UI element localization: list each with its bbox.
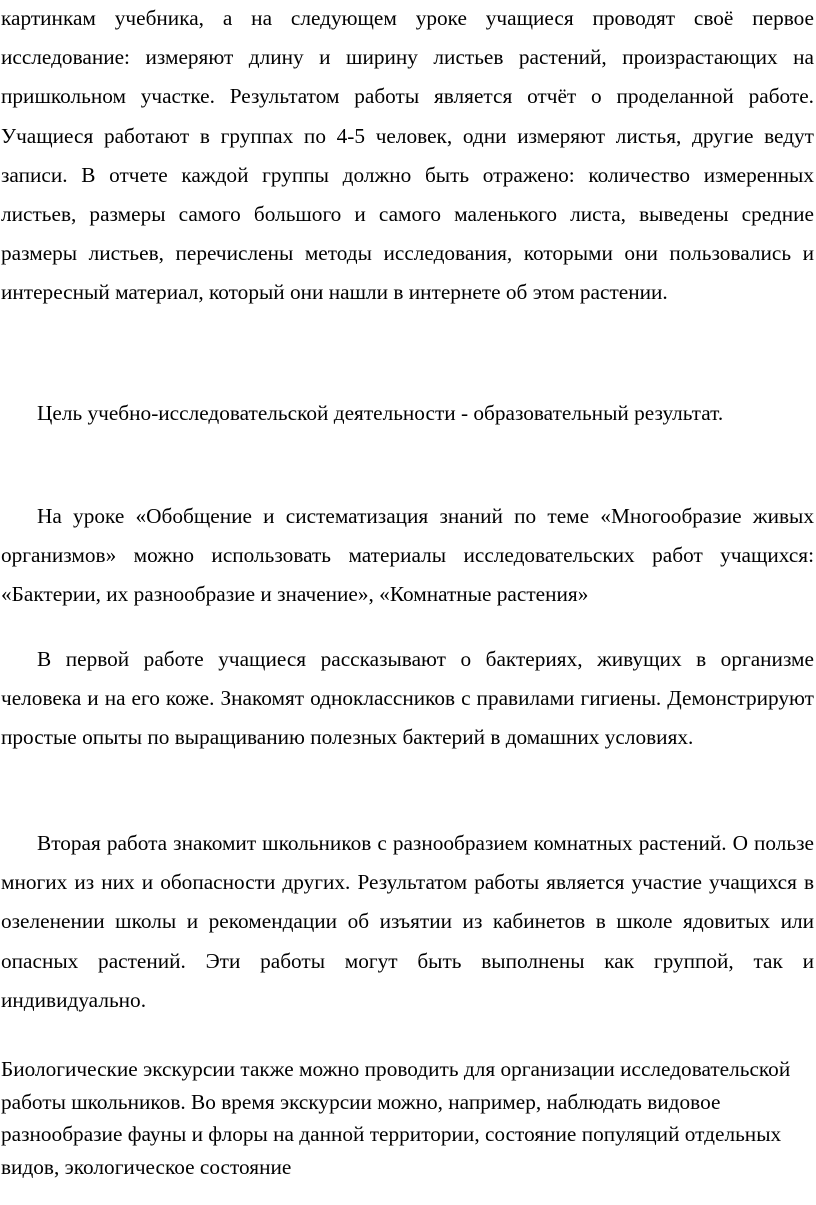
paragraph-houseplants-work: Вторая работа знакомит школьников с разнообразием комнатных растений. О пользе многих из них и обопасности других. Результатом работы является участие учащихся в озеленении школы и рекомендации об изъятии из кабинетов в школе ядовитых или опасных растений. Эти работы могут быть выполнены как группой, так и индивидуально. <box>1 831 814 1012</box>
paragraph-leaf-study: картинкам учебника, а на следующем уроке учащиеся проводят своё первое исследование: измеряют длину и ширину листьев растений, произрастающих на пришкольном участке. Результатом работы является отчёт о проделанной работе. Учащиеся работают в группах по 4-5 человек, одни измеряют листья, другие ведут записи. В отчете каждой группы должно быть отражено: количество измеренных листьев, размеры самого большого и самого маленького листа, выведены средние размеры листьев, перечислены методы исследования, которыми они пользовались и интересный материал, который они нашли в интернете об этом растении. <box>1 6 814 305</box>
paragraph-lesson-materials: На уроке «Обобщение и систематизация знаний по теме «Многообразие живых организмов» можно использовать материалы исследовательских работ учащихся: «Бактерии, их разнообразие и значение», «Комнатные растения» <box>1 504 814 607</box>
paragraph-excursions: Биологические экскурсии также можно проводить для организации исследовательской работы школьников. Во время экскурсии можно, например, наблюдать видовое разнообразие фауны и флоры на данной территории, состояние популяций отдельных видов, экологическое состояние <box>1 1057 791 1179</box>
paragraph-bacteria-work: В первой работе учащиеся рассказывают о бактериях, живущих в организме человека и на его коже. Знакомят одноклассников с правилами гигиены. Демонстрируют простые опыты по выращиванию полезных бактерий в домашних условиях. <box>1 647 814 750</box>
paragraph-research-goal: Цель учебно-исследовательской деятельности - образовательный результат. <box>37 401 724 425</box>
